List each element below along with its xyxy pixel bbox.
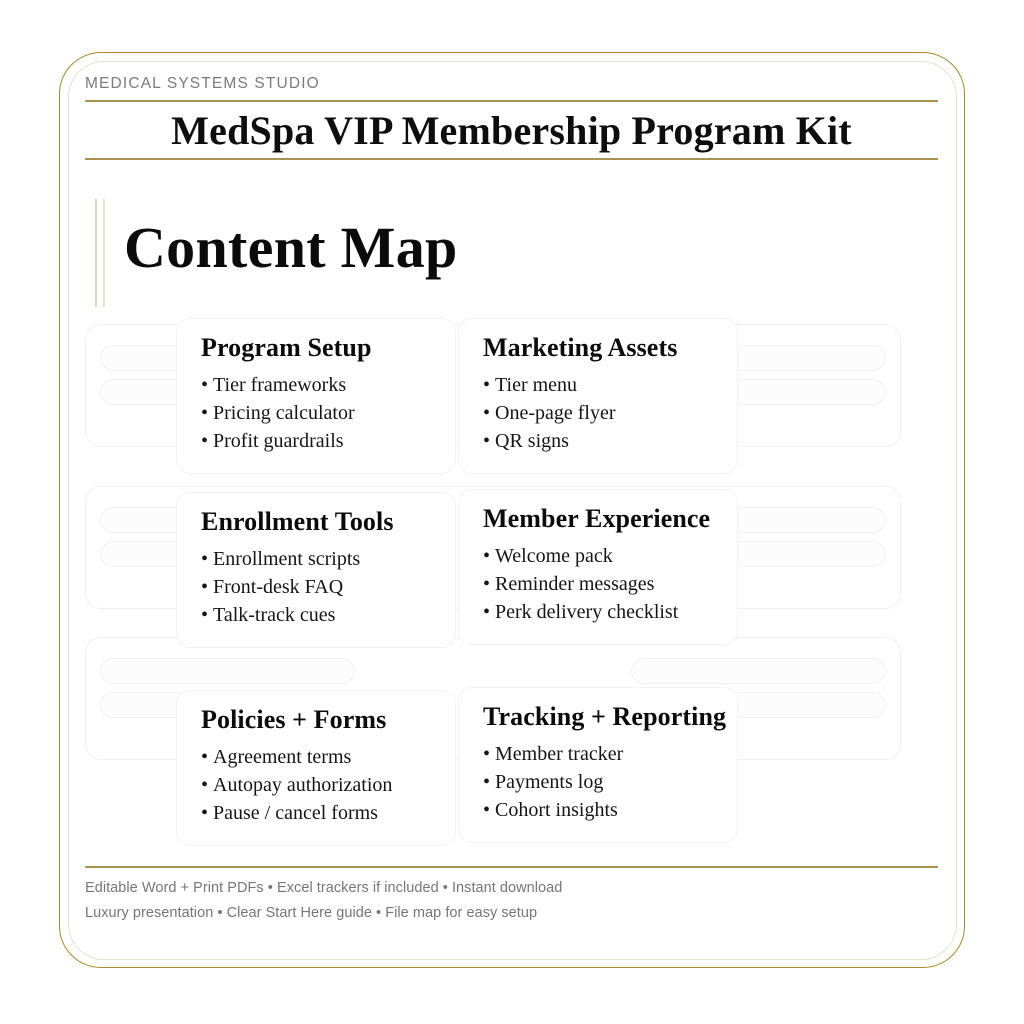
title-rule-bottom <box>85 158 938 160</box>
card-list-item: • QR signs <box>483 427 719 455</box>
footer-rule <box>85 866 938 868</box>
card-item-list <box>201 545 437 629</box>
page-title: MedSpa VIP Membership Program Kit <box>171 108 852 153</box>
content-card <box>458 687 738 843</box>
card-heading: Enrollment Tools <box>201 507 394 536</box>
card-list-item: • Profit guardrails <box>201 427 437 455</box>
accent-bar-2 <box>103 199 105 307</box>
ghost-pill <box>631 658 886 684</box>
card-item-list <box>483 371 719 455</box>
card-heading: Tracking + Reporting <box>483 702 727 731</box>
title-rule-top <box>85 100 938 102</box>
card-list-item: • Tier frameworks <box>201 371 437 399</box>
card-list-item: • One-page flyer <box>483 399 719 427</box>
content-card <box>176 318 456 474</box>
footer-line: Luxury presentation • Clear Start Here guide • File map for easy setup <box>85 905 538 921</box>
card-list-item: • Pause / cancel forms <box>201 799 437 827</box>
brand-eyebrow: MEDICAL SYSTEMS STUDIO <box>85 75 320 92</box>
content-card <box>458 318 738 474</box>
accent-bars <box>95 199 109 307</box>
card-heading: Marketing Assets <box>483 333 678 362</box>
card-item-list <box>201 743 437 827</box>
content-card <box>176 690 456 846</box>
card-list-item: • Cohort insights <box>483 796 719 824</box>
card-heading: Program Setup <box>201 333 372 362</box>
card-item-list <box>201 371 437 455</box>
card-list-item: • Front-desk FAQ <box>201 573 437 601</box>
card-list-item: • Payments log <box>483 768 719 796</box>
card-list-item: • Pricing calculator <box>201 399 437 427</box>
footer-line: Editable Word + Print PDFs • Excel trackers if included • Instant download <box>85 880 563 896</box>
card-heading: Member Experience <box>483 504 711 533</box>
card-list-item: • Agreement terms <box>201 743 437 771</box>
card-list-item: • Tier menu <box>483 371 719 399</box>
card-item-list <box>483 542 719 626</box>
card-list-item: • Autopay authorization <box>201 771 437 799</box>
card-heading: Policies + Forms <box>201 705 387 734</box>
section-title: Content Map <box>124 215 458 280</box>
card-list-item: • Talk-track cues <box>201 601 437 629</box>
ghost-pill <box>100 658 355 684</box>
card-list-item: • Member tracker <box>483 740 719 768</box>
card-list-item: • Enrollment scripts <box>201 545 437 573</box>
card-list-item: • Welcome pack <box>483 542 719 570</box>
accent-bar-1 <box>95 199 97 307</box>
card-list-item: • Reminder messages <box>483 570 719 598</box>
card-item-list <box>483 740 719 824</box>
content-card <box>176 492 456 648</box>
content-card <box>458 489 738 645</box>
card-list-item: • Perk delivery checklist <box>483 598 719 626</box>
